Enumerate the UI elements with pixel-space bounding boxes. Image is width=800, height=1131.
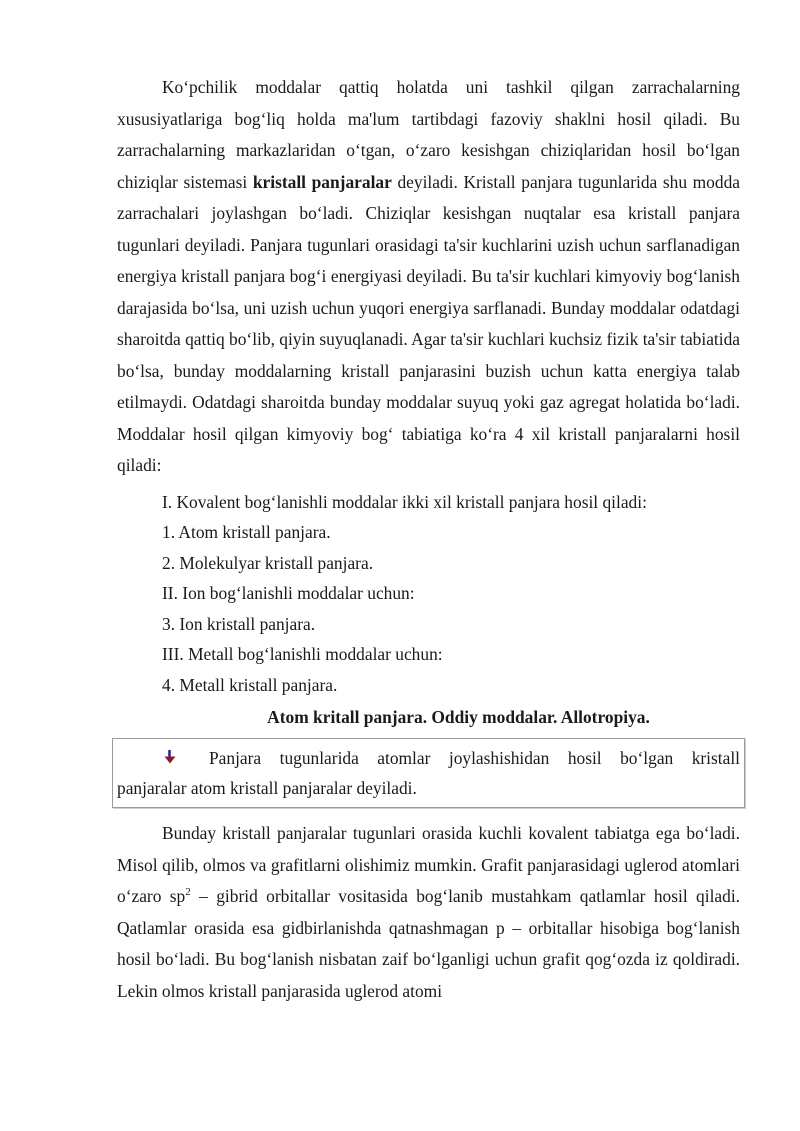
list-item: 1. Atom kristall panjara. — [162, 522, 331, 542]
list-item: 3. Ion kristall panjara. — [162, 613, 316, 634]
definition-line-2: panjaralar atom kristall panjaralar deyiladi. — [117, 778, 417, 798]
list-item: 2. Molekulyar kristall panjara. — [162, 552, 374, 573]
list-item: 4. Metall kristall panjara. — [162, 674, 338, 695]
section-heading: Atom kritall panjara. Oddiy moddalar. Allotropiya. — [267, 707, 650, 727]
body-text-2: – gibrid orbitallar vositasida bog‘lanib mustahkam qatlamlar hosil qiladi. Qatlamlar orasida esa gidbirlanishda qatnashmagan p – orbitallar hisobiga bog‘lanish hosil bo‘ladi. Bu bog‘lanish nisbatan zaif bo‘lganligi uchun grafit qog‘ozda iz qoldiradi. Lekin olmos kristall panjarasida uglerod atomi — [117, 886, 740, 1001]
body-text-1: Bunday kristall panjaralar tugunlari orasida kuchli kovalent tabiatga ega bo‘ladi. Misol qilib, olmos va grafitlarni olishimiz mumkin. Grafit panjarasidagi uglerod atomlari o‘zaro sp — [117, 823, 740, 906]
list-item: II. Ion bog‘lanishli moddalar uchun: — [162, 583, 415, 603]
types-list — [117, 487, 740, 701]
list-item: I. Kovalent bog‘lanishli moddalar ikki xil kristall panjara hosil qiladi: — [162, 491, 647, 512]
body-paragraph — [117, 818, 740, 1007]
definition-box — [112, 738, 745, 808]
arrow-down-icon — [117, 743, 209, 773]
intro-bold-term: kristall panjaralar — [252, 171, 392, 192]
superscript: 2 — [185, 886, 191, 899]
intro-text-1: Ko‘pchilik moddalar qattiq holatda uni tashkil qilgan zarrachalarning xususiyatlariga bog‘liq holda ma'lum tartibdagi fazoviy shaklni hosil qiladi. Bu zarrachalarning markazlaridan o‘tgan, o‘zaro kesishgan chiziqlaridan hosil bo‘lgan chiziqlar sistemasi — [117, 77, 740, 192]
list-item: III. Metall bog‘lanishli moddalar uchun: — [162, 644, 443, 664]
intro-paragraph — [117, 72, 740, 482]
definition-text-1: Panjara tugunlarida atomlar joylashishidan hosil bo‘lgan kristall — [209, 748, 740, 768]
definition-line-1 — [117, 743, 740, 773]
page-content — [117, 72, 740, 1007]
intro-text-2: deyiladi. Kristall panjara tugunlarida shu modda zarrachalari joylashgan bo‘ladi. Chiziqlar kesishgan nuqtalar esa kristall panjara tugunlari deyiladi. Panjara tugunlari orasidagi ta'sir kuchlarini uzish uchun sarflanadigan energiya kristall panjara bog‘i energiyasi deyiladi. Bu ta'sir kuchlari kimyoviy bog‘lanish darajasida bo‘lsa, uni uzish uchun yuqori energiya sarflanadi. Bunday moddalar odatdagi sharoitda qattiq bo‘lib, qiyin suyuqlanadi. Agar ta'sir kuchlari kuchsiz fizik ta'sir tabiatida bo‘lsa, bunday moddalarning kristall panjarasini buzish uchun katta energiya talab etilmaydi. Odatdagi sharoitda bunday moddalar suyuq yoki gaz agregat holatida bo‘ladi. Moddalar hosil qilgan kimyoviy bog‘ tabiatiga ko‘ra 4 xil kristall panjaralarni hosil qiladi: — [117, 171, 740, 475]
